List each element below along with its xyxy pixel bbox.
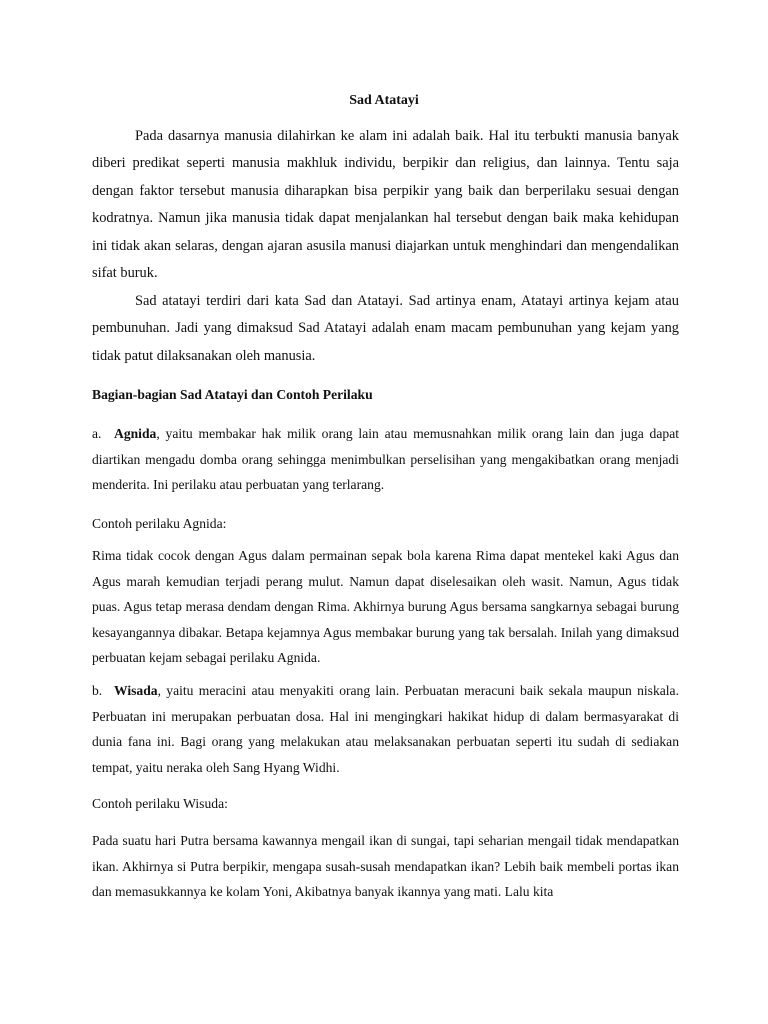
document-title: Sad Atatayi — [349, 93, 419, 108]
section-heading: Bagian-bagian Sad Atatayi dan Contoh Perilaku — [92, 387, 373, 402]
example-label-agnida: Contoh perilaku Agnida: — [92, 516, 227, 531]
item-definition: , yaitu meracini atau menyakiti orang lain. Perbuatan meracuni baik sekala maupun niskala. Perbuatan ini merupakan perbuatan dosa. Hal ini mengingkari hakikat hidup di dalam bermasyarakat di dunia fana ini. Bagi orang yang melakukan atau melaksanakan perbuatan seperti itu sudah di sediakan tempat, yaitu neraka oleh Sang Hyang Widhi. — [92, 683, 679, 775]
item-term: Wisada — [114, 683, 158, 698]
item-term: Agnida — [114, 426, 157, 441]
item-marker: b. — [92, 683, 103, 698]
intro-paragraph-1: Pada dasarnya manusia dilahirkan ke alam ini adalah baik. Hal itu terbukti manusia banyak diberi predikat seperti manusia makhluk individu, berpikir dan religius, dan lainnya. Tentu saja dengan faktor tersebut manusia diharapkan bisa perpikir yang baik dan berperilaku sesuai dengan kodratnya. Namun jika manusia tidak dapat menjalankan hal tersebut dengan baik maka kehidupan ini tidak akan selaras, dengan ajaran asusila manusi diajarkan untuk menghindari dan mengendalikan sifat buruk. — [92, 128, 679, 282]
example-text-wisada: Pada suatu hari Putra bersama kawannya mengail ikan di sungai, tapi seharian mengail tidak mendapatkan ikan. Akhirnya si Putra berpikir, mengapa susah-susah mendapatkan ikan? Lebih baik membeli portas ikan dan memasukkannya ke kolam Yoni, Akibatnya banyak ikannya yang mati. Lalu kita — [92, 833, 679, 900]
example-text-agnida: Rima tidak cocok dengan Agus dalam permainan sepak bola karena Rima dapat mentekel kaki Agus dan Agus marah kemudian terjadi perang mulut. Namun dapat diselesaikan oleh wasit. Namun, Agus tidak puas. Agus tetap merasa dendam dengan Rima. Akhirnya burung Agus bersama sangkarnya sebagai burung kesayangannya dibakar. Betapa kejamnya Agus membakar burung yang tak bersalah. Inilah yang dimaksud perbuatan kejam sebagai perilaku Agnida. — [92, 548, 679, 666]
intro-paragraph-2: Sad atatayi terdiri dari kata Sad dan Atatayi. Sad artinya enam, Atatayi artinya kejam atau pembunuhan. Jadi yang dimaksud Sad Atatayi adalah enam macam pembunuhan yang kejam yang tidak patut dilaksanakan oleh manusia. — [92, 293, 679, 364]
item-agnida — [92, 421, 679, 498]
example-label-wisada: Contoh perilaku Wisuda: — [92, 796, 228, 811]
item-definition: , yaitu membakar hak milik orang lain atau memusnahkan milik orang lain dan juga dapat diartikan mengadu domba orang sehingga menimbulkan perselisihan yang mengakibatkan orang menjadi menderita. Ini perilaku atau perbuatan yang terlarang. — [92, 426, 679, 493]
item-wisada — [92, 678, 679, 780]
item-marker: a. — [92, 426, 102, 441]
